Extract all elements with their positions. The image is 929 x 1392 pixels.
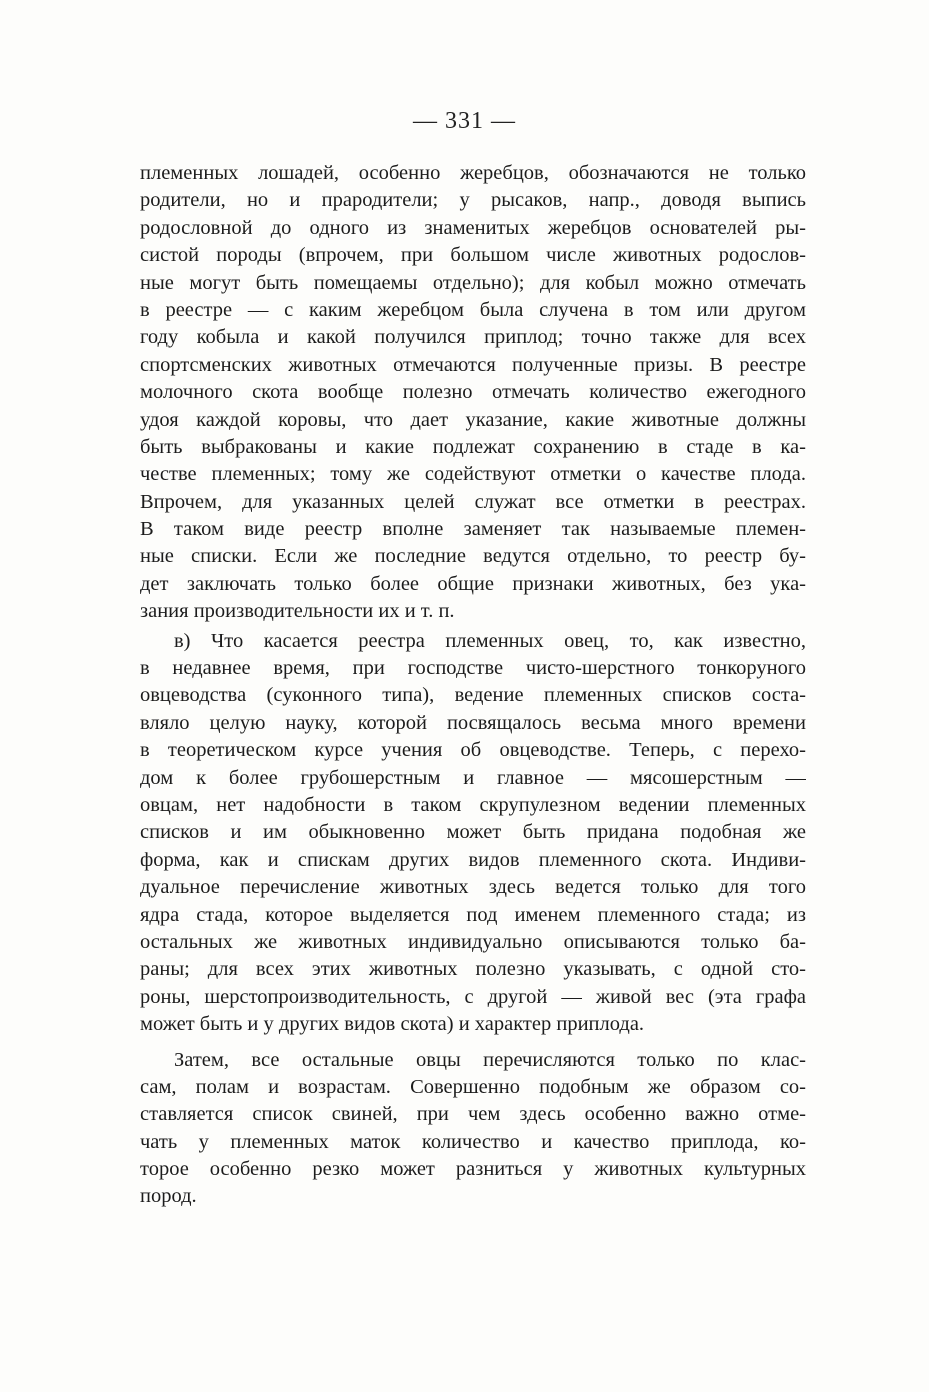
text-line: может быть и у других видов скота) и характер приплода. (140, 1013, 645, 1036)
paragraph-2 (140, 628, 806, 1039)
text-line: форма, как и спискам других видов племенного скота. Индиви- (140, 848, 806, 871)
text-line: в недавнее время, при господстве чисто-шерстного тонкоруного (140, 657, 806, 680)
paragraph-1 (140, 160, 806, 626)
text-line: родители, но и прародители; у рысаков, напр., доводя выпись (140, 189, 806, 212)
text-line: вляло целую науку, которой посвящалось весьма много времени (140, 711, 806, 734)
text-line: ные списки. Если же последние ведутся отдельно, то реестр бу- (140, 545, 806, 568)
text-line: году кобыла и какой получился приплод; точно также для всех (140, 326, 806, 349)
text-line: родословной до одного из знаменитых жеребцов основателей ры- (140, 216, 806, 239)
text-line: дет заключать только более общие признаки животных, без ука- (140, 572, 806, 595)
text-line: дуальное перечисление животных здесь ведется только для того (140, 876, 806, 899)
text-line: быть выбракованы и какие подлежат сохранению в стаде в ка- (140, 435, 806, 458)
paragraph-3 (140, 1047, 806, 1211)
body-text (140, 160, 806, 1211)
text-line: В таком виде реестр вполне заменяет так называемые племен- (140, 518, 806, 541)
text-line: ные могут быть помещаемы отдельно); для кобыл можно отмечать (140, 271, 806, 294)
text-line: зания производительности их и т. п. (140, 600, 455, 623)
text-line: ставляется список свиней, при чем здесь особенно важно отме- (140, 1103, 806, 1126)
text-line: Впрочем, для указанных целей служат все отметки в реестрах. (140, 490, 806, 513)
text-line: в реестре — с каким жеребцом была случена в том или другом (140, 298, 806, 321)
text-line: овцам, нет надобности в таком скрупулезном ведении племенных (140, 793, 806, 816)
text-line: пород. (140, 1185, 197, 1208)
text-line: роны, шерстопроизводительность, с другой — живой вес (эта графа (140, 985, 806, 1008)
text-line: остальных же животных индивидуально описываются только ба- (140, 930, 806, 953)
text-line: в теоретическом курсе учения об овцеводстве. Теперь, с перехо- (140, 739, 806, 762)
text-line: племенных лошадей, особенно жеребцов, обозначаются не только (140, 162, 806, 184)
text-line: чать у племенных маток количество и качество приплода, ко- (140, 1130, 806, 1153)
text-line: раны; для всех этих животных полезно указывать, с одной сто- (140, 958, 806, 981)
text-line: честве племенных; тому же содействуют отметки о качестве плода. (140, 463, 806, 486)
text-line: дом к более грубошерстным и главное — мясошерстным — (140, 766, 806, 789)
text-line: овцеводства (суконного типа), ведение племенных списков соста- (140, 684, 806, 707)
page-number: — 331 — (413, 108, 516, 134)
text-line: списков и им обыкновенно может быть придана подобная же (140, 821, 806, 844)
text-line: удоя каждой коровы, что дает указание, какие животные должны (140, 408, 806, 431)
text-line: Затем, все остальные овцы перечисляются только по клас- (174, 1048, 806, 1071)
text-line: торое особенно резко может разниться у животных культурных (140, 1158, 806, 1181)
text-line: сам, полам и возрастам. Совершенно подобным же образом со- (140, 1075, 806, 1098)
text-line: в) Что касается реестра племенных овец, то, как известно, (174, 629, 806, 652)
text-line: спортсменских животных отмечаются полученные призы. В реестре (140, 353, 806, 376)
text-line: ядра стада, которое выделяется под именем племенного стада; из (140, 903, 806, 926)
text-line: систой породы (впрочем, при большом числе животных родослов- (140, 244, 806, 267)
text-line: молочного скота вообще полезно отмечать количество ежегодного (140, 381, 806, 404)
